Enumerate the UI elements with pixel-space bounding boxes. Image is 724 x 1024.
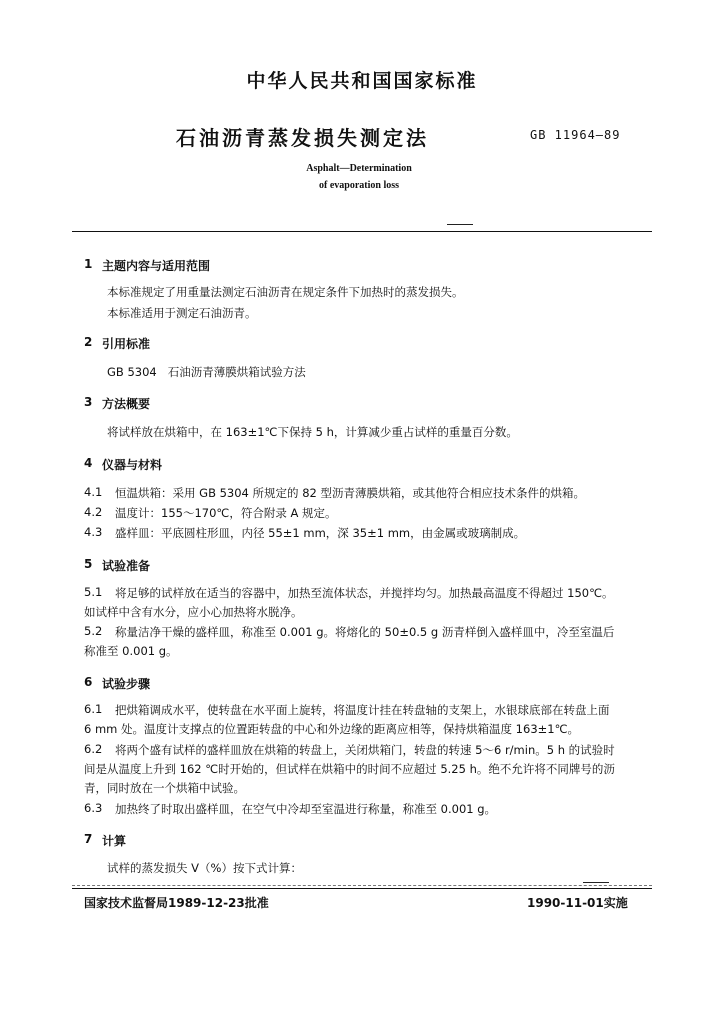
item-6-2-line-3: 青，同时放在一个烘箱中试验。 (84, 781, 245, 795)
item-6-2-line-2: 间是从温度上升到 162 ℃时开始的，但试样在烘箱中的时间不应超过 5.25 h。绝不允许将不同牌号的沥 (84, 762, 615, 776)
standard-title: 石油沥青蒸发损失测定法 (176, 126, 429, 150)
item-5-2-line-1: 称量洁净干燥的盛样皿，称准至 0.001 g。将熔化的 50±0.5 g 沥青样倒入盛样皿中，冷至室温后 (115, 625, 615, 639)
item-5-2-number: 5.2 (84, 624, 103, 638)
section-3-paragraph: 将试样放在烘箱中，在 163±1℃下保持 5 h，计算减少重占试样的重量百分数。 (107, 425, 518, 439)
section-2-number: 2 (84, 335, 93, 349)
item-4-1-text: 恒温烘箱：采用 GB 5304 所规定的 82 型沥青薄膜烘箱，或其他符合相应技术条件的烘箱。 (115, 486, 585, 500)
item-5-1-line-1: 将足够的试样放在适当的容器中，加热至流体状态，并搅拌均匀。加热最高温度不得超过 150℃。 (115, 586, 614, 600)
item-5-2-line-2: 称准至 0.001 g。 (84, 644, 178, 658)
item-4-2-number: 4.2 (84, 505, 103, 519)
section-1-title: 主题内容与适用范围 (102, 259, 211, 273)
english-title-line-1: Asphalt—Determination (306, 163, 412, 174)
section-5-title: 试验准备 (102, 559, 151, 573)
national-standard-heading: 中华人民共和国国家标准 (246, 70, 478, 92)
item-4-3-number: 4.3 (84, 525, 103, 539)
section-7-title: 计算 (102, 834, 127, 848)
footer-dashed-rule (72, 885, 652, 886)
section-4-number: 4 (84, 456, 93, 470)
approval-line: 国家技术监督局1989-12-23批准 (84, 896, 269, 910)
implementation-date: 1990-11-01实施 (527, 896, 628, 910)
section-4-title: 仪器与材料 (102, 458, 163, 472)
short-divider (447, 224, 473, 225)
item-6-1-line-2: 6 mm 处。温度计支撑点的位置距转盘的中心和外边缘的距离应相等，保持烘箱温度 163±1℃。 (84, 722, 580, 736)
section-3-title: 方法概要 (102, 397, 151, 411)
item-5-1-line-2: 如试样中含有水分，应小心加热将水脱净。 (84, 605, 303, 619)
section-6-number: 6 (84, 675, 93, 689)
item-6-1-number: 6.1 (84, 702, 103, 716)
standard-number: GB 11964—89 (530, 128, 621, 142)
section-1-paragraph-1: 本标准规定了用重量法测定石油沥青在规定条件下加热时的蒸发损失。 (107, 285, 464, 299)
section-2-title: 引用标准 (102, 337, 151, 351)
section-1-number: 1 (84, 257, 93, 271)
item-4-2-text: 温度计：155～170℃，符合附录 A 规定。 (115, 506, 337, 520)
footer-short-divider (583, 882, 609, 883)
section-1-paragraph-2: 本标准适用于测定石油沥青。 (107, 306, 257, 320)
section-5-number: 5 (84, 557, 93, 571)
footer-rule (72, 888, 652, 889)
item-6-3-text: 加热终了时取出盛样皿，在空气中冷却至室温进行称量，称准至 0.001 g。 (115, 802, 497, 816)
item-6-3-number: 6.3 (84, 801, 103, 815)
section-3-number: 3 (84, 395, 93, 409)
section-2-reference: GB 5304 石油沥青薄膜烘箱试验方法 (107, 365, 306, 379)
section-7-paragraph: 试样的蒸发损失 V（%）按下式计算： (107, 861, 302, 875)
item-5-1-number: 5.1 (84, 585, 103, 599)
header-rule (72, 231, 652, 232)
item-4-1-number: 4.1 (84, 485, 103, 499)
section-6-title: 试验步骤 (102, 677, 151, 691)
item-6-2-line-1: 将两个盛有试样的盛样皿放在烘箱的转盘上，关闭烘箱门，转盘的转速 5～6 r/min。5 h 的试验时 (115, 743, 615, 757)
item-6-2-number: 6.2 (84, 742, 103, 756)
english-title-line-2: of evaporation loss (319, 180, 399, 191)
section-7-number: 7 (84, 832, 93, 846)
item-4-3-text: 盛样皿：平底圆柱形皿，内径 55±1 mm，深 35±1 mm，由金属或玻璃制成。 (115, 526, 526, 540)
item-6-1-line-1: 把烘箱调成水平，使转盘在水平面上旋转，将温度计挂在转盘轴的支架上，水银球底部在转盘上面 (115, 703, 610, 717)
